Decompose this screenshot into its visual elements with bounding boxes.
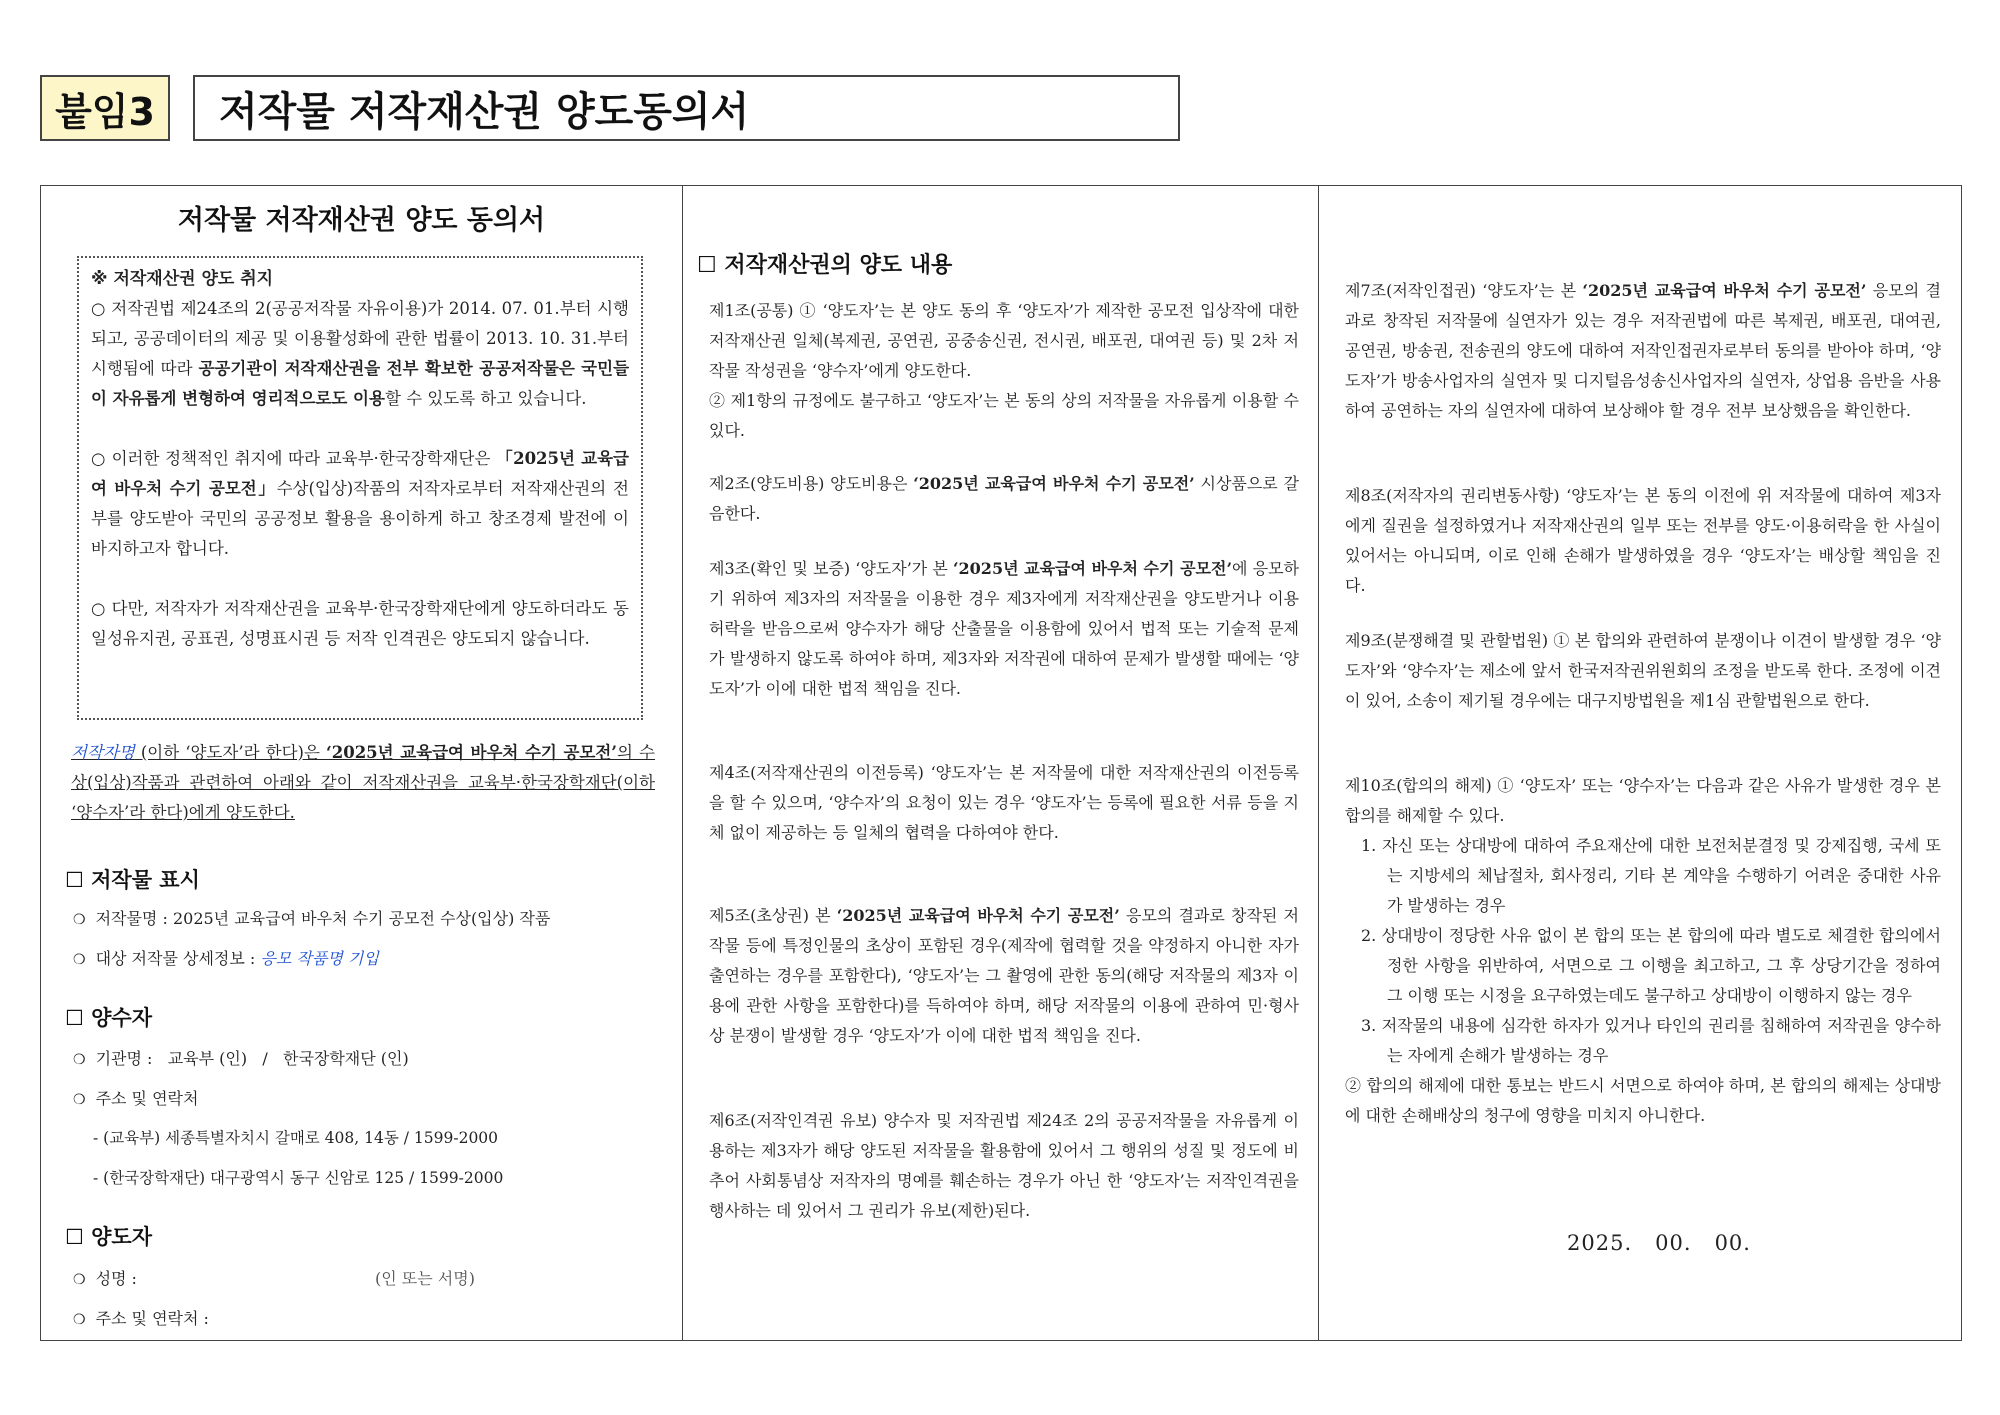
article-4: 제4조(저작재산권의 이전등록) ‘양도자’는 본 저작물에 대한 저작재산권의 이전등록을 할 수 있으며, ‘양수자’의 요청이 있는 경우 ‘양도자’는 등록에 필요한 서류 등을 지체 없이 제공하는 등 일체의 협력을 다하여야 한다. [709, 763, 1299, 842]
bullet-icon: ❍ [73, 912, 86, 928]
purpose-paragraph-3: ○ 다만, 저작자가 저작재산권을 교육부·한국장학재단에게 양도하더라도 동일성유지권, 공표권, 성명표시권 등 저작 인격권은 양도되지 않습니다. [91, 599, 629, 648]
assignee-section-heading: ☐ 양수자 [65, 1006, 152, 1030]
assignee-contact-moe: - (교육부) 세종특별자치시 갈매로 408, 14동 / 1599-2000 [93, 1129, 499, 1147]
article-7: 제7조(저작인접권) ‘양도자’는 본 ‘2025년 교육급여 바우처 수기 공모전’ 응모의 결과로 창작된 저작물에 실연자가 있는 경우 저작권법에 따른 복제권, 배포권, 대여권, 공연권, 방송권, 전송권의 양도에 대하여 저작인접권자로부터 동의를 받아야 하며, ‘양도자’가 방송사업자의 실연자 및 디지털음성송신사업자의 실연자, 상업용 음반을 사용하여 공연하는 자의 실연자에 대하여 보상해야 할 경우 전부 보상했음을 확인한다. [1345, 281, 1941, 420]
signature-field[interactable]: (인 또는 서명) [375, 1269, 475, 1288]
bullet-icon: ❍ [73, 1272, 86, 1288]
termination-reasons [1345, 831, 1941, 1071]
purpose-paragraph-2: ○ 이러한 정책적인 취지에 따라 교육부·한국장학재단은 「2025년 교육급여 바우처 수기 공모전」수상(입상)작품의 저작자로부터 저작재산권의 전부를 양도받아 국민의 공공정보 활용을 용이하게 하고 창조경제 발전에 이바지하고자 합니다. [91, 449, 630, 558]
column-middle [683, 186, 1319, 1340]
author-name-placeholder[interactable]: 저작자명 [71, 743, 135, 762]
form-title: 저작물 저작재산권 양도 동의서 [177, 205, 546, 236]
article-8: 제8조(저작자의 권리변동사항) ‘양도자’는 본 동의 이전에 위 저작물에 대하여 제3자에게 질권을 설정하였거나 저작재산권의 일부 또는 전부를 양도·이용허락을 한 사실이 있어서는 아니되며, 이로 인해 손해가 발생하였을 경우 ‘양도자’는 배상할 책임을 진다. [1345, 486, 1941, 595]
article-3: 제3조(확인 및 보증) ‘양도자’가 본 ‘2025년 교육급여 바우처 수기 공모전’에 응모하기 위하여 제3자의 저작물을 이용한 경우 제3자에게 저작재산권을 양도받거나 이용 허락을 받음으로써 양수자가 해당 산출물을 이용함에 있어서 법적 또는 기술적 문제가 발생하지 않도록 하여야 하며, 제3자와 저작권에 대하여 문제가 발생할 때에는 ‘양도자’가 이에 대한 법적 책임을 진다. [709, 559, 1299, 698]
list-item: 3. 저작물의 내용에 심각한 하자가 있거나 타인의 권리를 침해하여 저작권을 양수하는 자에게 손해가 발생하는 경우 [1361, 1016, 1941, 1065]
work-section-heading: ☐ 저작물 표시 [65, 868, 200, 892]
assignee-contact-row: ❍ 주소 및 연락처 [73, 1089, 199, 1108]
article-10-clause-2: ② 합의의 해제에 대한 통보는 반드시 서면으로 하여야 하며, 본 합의의 해제는 상대방에 대한 손해배상의 청구에 영향을 미치지 아니한다. [1345, 1076, 1941, 1125]
bullet-icon: ❍ [73, 1312, 86, 1328]
article-1: 제1조(공통) ① ‘양도자’는 본 양도 동의 후 ‘양도자’가 제작한 공모전 입상작에 대한 저작재산권 일체(복제권, 공연권, 공중송신권, 전시권, 배포권, 대여권 등) 및 2차 저작물 작성권을 ‘양수자’에게 양도한다. ② 제1항의 규정에도 불구하고 ‘양도자’는 본 동의 상의 저작물을 자유롭게 이용할 수 있다. [709, 301, 1299, 440]
assignor-name-row: ❍ 성명 : [73, 1269, 137, 1288]
article-2: 제2조(양도비용) 양도비용은 ‘2025년 교육급여 바우처 수기 공모전’ 시상품으로 갈음한다. [709, 474, 1299, 523]
column-left [41, 186, 683, 1340]
list-item: 1. 자신 또는 상대방에 대하여 주요재산에 대한 보전처분결정 및 강제집행, 국세 또는 지방세의 체납절차, 회사정리, 기타 본 계약을 수행하기 어려운 중대한 사유가 발생하는 경우 [1361, 836, 1941, 915]
purpose-title: ※ 저작재산권 양도 취지 [91, 269, 274, 289]
article-6: 제6조(저작인격권 유보) 양수자 및 저작권법 제24조 2의 공공저작물을 자유롭게 이용하는 제3자가 해당 양도된 저작물을 활용함에 있어서 그 행위의 성질 및 정도에 비추어 사회통념상 저작자의 명예를 훼손하는 경우가 아닌 한 ‘양도자’는 저작인격권을 행사하는 데 있어서 그 권리가 유보(제한)된다. [709, 1111, 1299, 1220]
assignor-section-heading: ☐ 양도자 [65, 1225, 152, 1249]
work-title-placeholder[interactable]: 응모 작품명 기입 [260, 949, 379, 968]
agreement-statement: 저작자명 (이하 ‘양도자’라 한다)은 ‘2025년 교육급여 바우처 수기 공모전’의 수상(입상)작품과 관련하여 아래와 같이 저작재산권을 교육부·한국장학재단(이하 ‘양수자’라 한다)에게 양도한다. [71, 743, 655, 822]
transfer-purpose-box [77, 256, 643, 720]
bullet-icon: ❍ [73, 1092, 86, 1108]
bullet-icon: ❍ [73, 952, 86, 968]
assignor-contact-row: ❍ 주소 및 연락처 : [73, 1309, 209, 1328]
signing-date[interactable]: 2025. 00. 00. [1567, 1231, 1751, 1255]
purpose-paragraph-1: ○ 저작권법 제24조의 2(공공저작물 자유이용)가 2014. 07. 01.부터 시행되고, 공공데이터의 제공 및 이용활성화에 관한 법률이 2013. 10. 31.부터 시행됨에 따라 공공기관이 저작재산권을 전부 확보한 공공저작물은 국민들이 자유롭게 변형하여 영리적으로도 이용할 수 있도록 하고 있습니다. [91, 299, 630, 408]
assignee-org-row: ❍ 기관명 : 교육부 (인) / 한국장학재단 (인) [73, 1049, 409, 1068]
article-9: 제9조(분쟁해결 및 관할법원) ① 본 합의와 관련하여 분쟁이나 이견이 발생할 경우 ‘양도자’와 ‘양수자’는 제소에 앞서 한국저작권위원회의 조정을 받도록 한다. 조정에 이견이 있어, 소송이 제기될 경우에는 대구지방법원을 제1심 관할법원으로 한다. [1345, 631, 1941, 710]
list-item: 2. 상대방이 정당한 사유 없이 본 합의 또는 본 합의에 따라 별도로 체결한 합의에서 정한 사항을 위반하여, 서면으로 그 이행을 최고하고, 그 후 상당기간을 정하여 그 이행 또는 시정을 요구하였는데도 불구하고 상대방이 이행하지 않는 경우 [1361, 926, 1941, 1005]
article-5: 제5조(초상권) 본 ‘2025년 교육급여 바우처 수기 공모전’ 응모의 결과로 창작된 저작물 등에 특정인물의 초상이 포함된 경우(제작에 협력할 것을 약정하지 아니한 자가 출연하는 경우를 포함한다), ‘양도자’는 그 촬영에 관한 동의(해당 저작물의 제3자 이용에 관한 사항을 포함한다)를 득하여야 하며, 해당 저작물의 이용에 관하여 민·형사상 분쟁이 발생할 경우 ‘양도자’가 이에 대한 법적 책임을 진다. [709, 906, 1299, 1045]
assignee-contact-kosaf: - (한국장학재단) 대구광역시 동구 신암로 125 / 1599-2000 [93, 1169, 504, 1187]
transfer-content-heading: ☐ 저작재산권의 양도 내용 [697, 253, 953, 278]
column-right [1319, 186, 1961, 1340]
article-10: 제10조(합의의 해제) ① ‘양도자’ 또는 ‘양수자’는 다음과 같은 사유가 발생한 경우 본 합의를 해제할 수 있다. 1. 자신 또는 상대방에 대하여 주요재산에 대한 보전처분결정 및 강제집행, 국세 또는 지방세의 체납절차, 회사정리, 기타 본 계약을 수행하기 어려운 중대한 사유가 발생하는 경우 2. 상대방이 정당한 사유 없이 본 합의 또는 본 합의에 따라 별도로 체결한 합의에서 정한 사항을 위반하여, 서면으로 그 이행을 최고하고, 그 후 상당기간을 정하여 그 이행 또는 시정을 요구하였는데도 불구하고 상대방이 이행하지 않는 경우 3. 저작물의 내용에 심각한 하자가 있거나 타인의 권리를 침해하여 저작권을 양수하는 자에게 손해가 발생하는 경우 ② 합의의 해제에 대한 통보는 반드시 서면으로 하여야 하며, 본 합의의 해제는 상대방에 대한 손해배상의 청구에 영향을 미치지 아니한다. [1345, 771, 1941, 1131]
work-detail-row: ❍ 대상 저작물 상세정보 : 응모 작품명 기입 [73, 949, 379, 968]
attachment-badge: 붙임3 [40, 75, 170, 141]
page-title: 저작물 저작재산권 양도동의서 [193, 75, 1180, 141]
bullet-icon: ❍ [73, 1052, 86, 1068]
consent-form [40, 185, 1962, 1341]
work-name-row: ❍ 저작물명 : 2025년 교육급여 바우처 수기 공모전 수상(입상) 작품 [73, 909, 551, 928]
